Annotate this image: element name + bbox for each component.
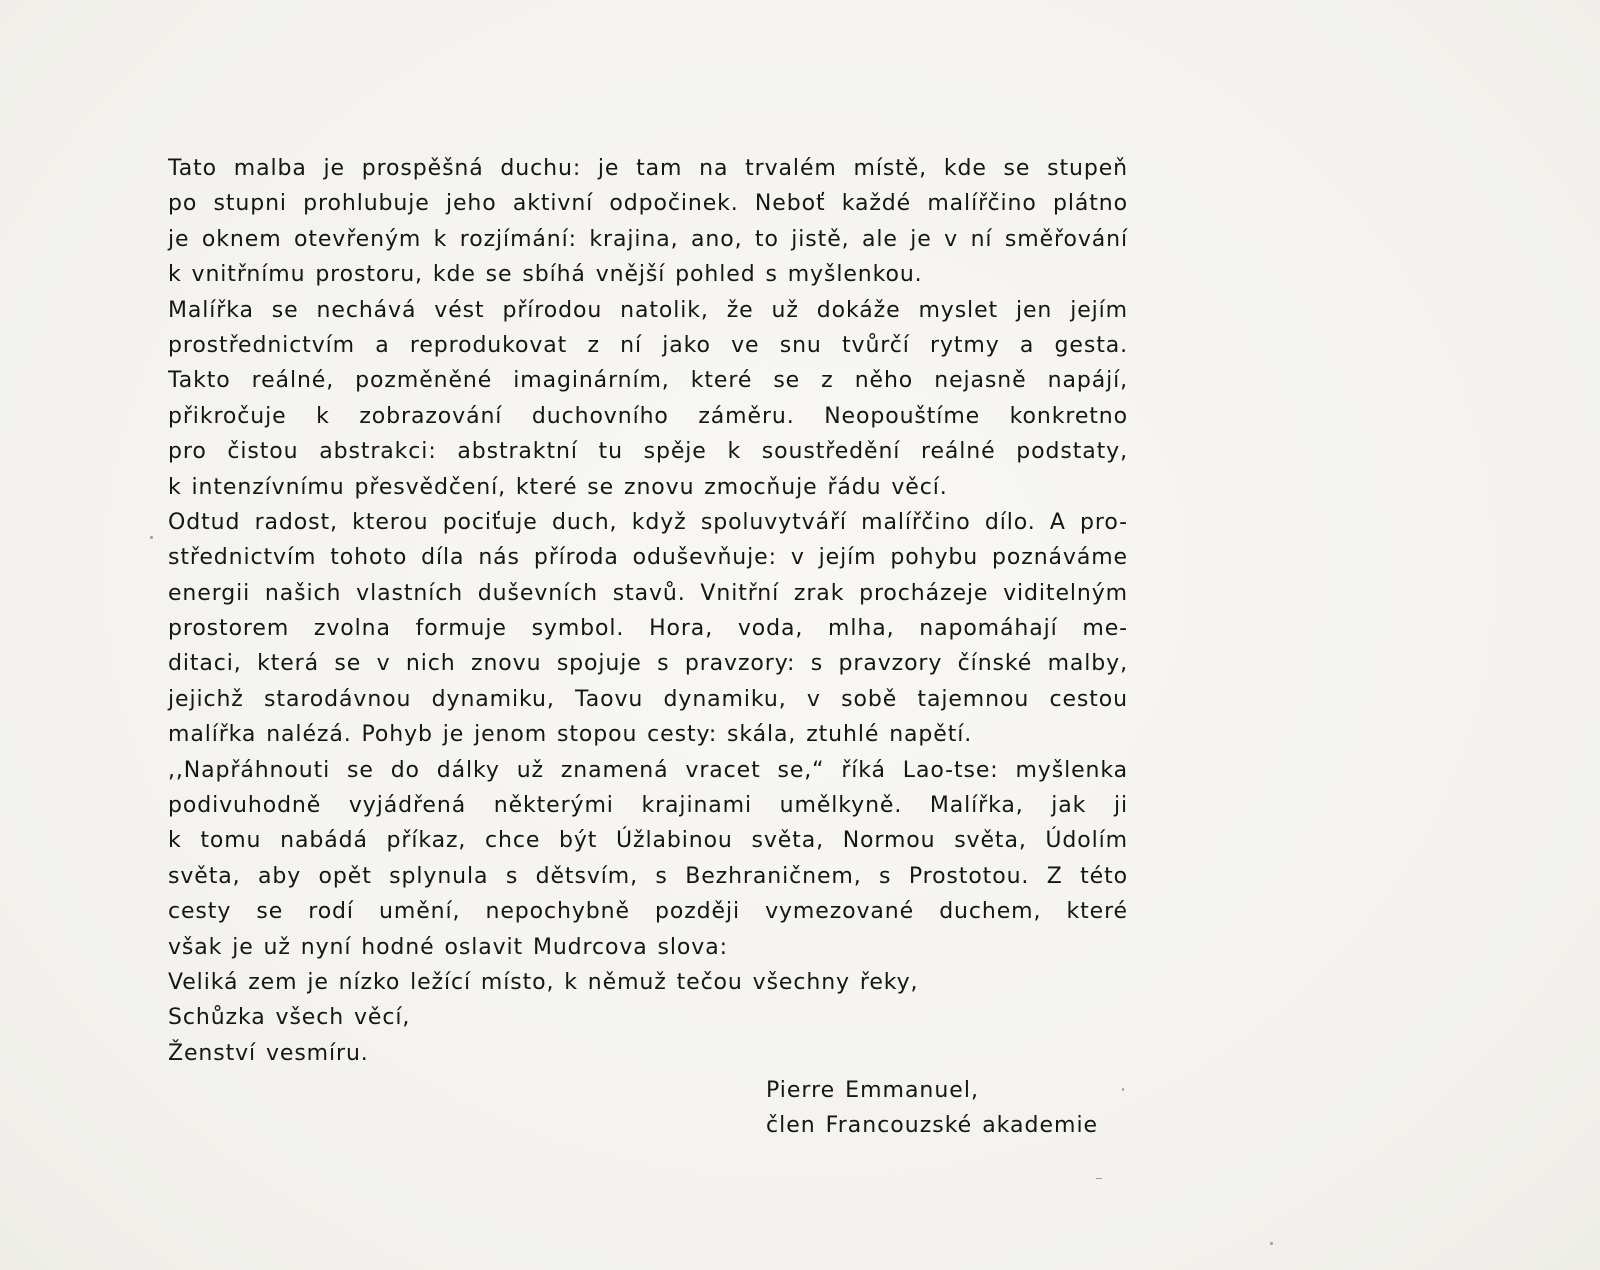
text-line: však je už nyní hodné oslavit Mudrcova slova: [168, 934, 728, 960]
poem-line: Schůzka všech věcí, [168, 1005, 411, 1031]
text-line: jejichž starodávnou dynamiku, Taovu dynamiku, v sobě tajemnou cestou [168, 686, 1128, 712]
text-line: je oknem otevřeným k rozjímání: krajina, ano, to jistě, ale je v ní směřování [168, 226, 1128, 252]
text-line: Tato malba je prospěšná duchu: je tam na trvalém místě, kde se stupeň [168, 156, 1128, 181]
text-line: prostřednictvím a reprodukovat z ní jako ve snu tvůrčí rytmy a gesta. [168, 332, 1128, 358]
poem-line: Ženství vesmíru. [168, 1040, 369, 1066]
paper-speck [1122, 1088, 1124, 1091]
text-line: Odtud radost, kterou pociťuje duch, když spoluvytváří malířčino dílo. A pro- [168, 509, 1128, 535]
signature-block [766, 1073, 1136, 1143]
text-line: po stupni prohlubuje jeho aktivní odpočinek. Neboť každé malířčino plátno [168, 191, 1128, 217]
text-line: prostorem zvolna formuje symbol. Hora, voda, mlha, napomáhají me- [168, 616, 1128, 642]
text-line: ditaci, která se v nich znovu spojuje s pravzory: s pravzory čínské malby, [168, 651, 1128, 677]
text-line: světa, aby opět splynula s dětsvím, s Bezhraničnem, s Prostotou. Z této [168, 863, 1128, 889]
text-line: přikročuje k zobrazování duchovního záměru. Neopouštíme konkretno [168, 403, 1128, 429]
essay-text [168, 151, 1128, 1071]
text-line: ,,Napřáhnouti se do dálky už znamená vracet se,“ říká Lao-tse: myšlenka [168, 757, 1128, 783]
text-line: střednictvím tohoto díla nás příroda oduševňuje: v jejím pohybu poznáváme [168, 545, 1128, 571]
text-line: cesty se rodí umění, nepochybně později vymezované duchem, které [168, 899, 1128, 925]
text-line: k intenzívnímu přesvědčení, které se znovu zmocňuje řádu věcí. [168, 474, 948, 500]
text-line: malířka nalézá. Pohyb je jenom stopou cesty: skála, ztuhlé napětí. [168, 722, 973, 748]
author-name: Pierre Emmanuel, [766, 1078, 979, 1103]
paper-speck [1096, 1178, 1102, 1179]
paper-speck [150, 536, 153, 539]
text-line: k vnitřnímu prostoru, kde se sbíhá vnější pohled s myšlenkou. [168, 262, 923, 288]
text-line: Malířka se nechává vést přírodou natolik, že už dokáže myslet jen jejím [168, 297, 1128, 323]
poem-line: Veliká zem je nízko ležící místo, k němuž tečou všechny řeky, [168, 969, 919, 995]
paper-speck [1270, 1242, 1273, 1245]
text-line: pro čistou abstrakci: abstraktní tu spěje k soustředění reálné podstaty, [168, 439, 1128, 465]
text-line: energii našich vlastních duševních stavů. Vnitřní zrak procházeje viditelným [168, 580, 1128, 606]
text-line: k tomu nabádá příkaz, chce být Úžlabinou světa, Normou světa, Údolím [168, 828, 1128, 854]
author-title: člen Francouzské akademie [766, 1113, 1099, 1138]
text-line: podivuhodně vyjádřená některými krajinami umělkyně. Malířka, jak ji [168, 793, 1128, 819]
text-line: Takto reálné, pozměněné imaginárním, které se z něho nejasně napájí, [168, 368, 1128, 394]
